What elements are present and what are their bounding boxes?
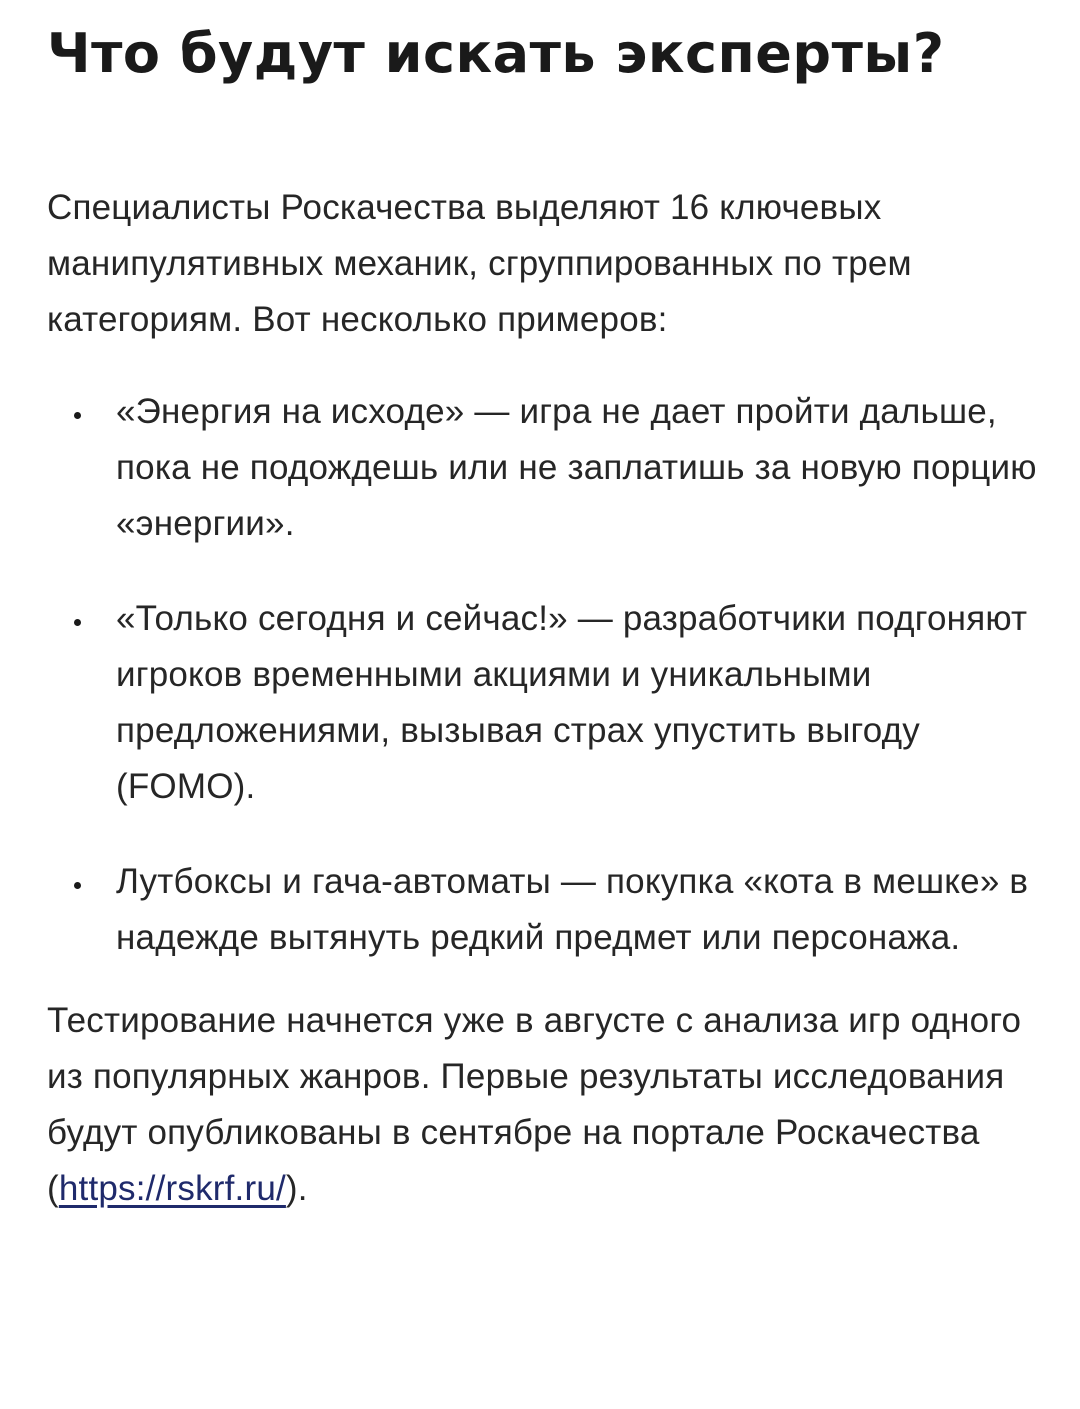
intro-paragraph: Специалисты Роскачества выделяют 16 ключевых манипулятивных механик, сгруппированных по трем категориям. Вот несколько примеров: — [47, 188, 912, 339]
bullet-dot-icon — [74, 882, 81, 889]
article-heading: Что будут искать эксперты? — [47, 22, 945, 85]
list-item — [47, 854, 1037, 966]
list-item-text: «Только сегодня и сейчас!» — разработчики подгоняют игроков временными акциями и уникальными предложениями, вызывая страх упустить выгоду (FOMO). — [116, 599, 1028, 806]
outro-paragraph — [47, 993, 1037, 1217]
bullet-dot-icon — [74, 412, 81, 419]
rskrf-link[interactable]: https://rskrf.ru/ — [58, 1169, 286, 1208]
examples-list — [47, 384, 1037, 966]
trailing-period: . — [297, 1169, 308, 1208]
link-close-paren: ) — [285, 1169, 298, 1208]
article — [47, 0, 1037, 1217]
list-item-text: «Энергия на исходе» — игра не дает пройти дальше, пока не подождешь или не заплатишь за новую порцию «энергии». — [116, 392, 1037, 543]
bullet-dot-icon — [74, 619, 81, 626]
list-item — [47, 384, 1037, 552]
link-open-paren: ( — [47, 1169, 59, 1208]
outro-text: Тестирование начнется уже в августе с анализа игр одного из популярных жанров. Первые результаты исследования будут опубликованы в сентябре на портале Роскачества — [47, 1001, 1022, 1152]
list-item — [47, 591, 1037, 815]
list-item-text: Лутбоксы и гача-автоматы — покупка «кота в мешке» в надежде вытянуть редкий предмет или персонажа. — [116, 862, 1029, 957]
